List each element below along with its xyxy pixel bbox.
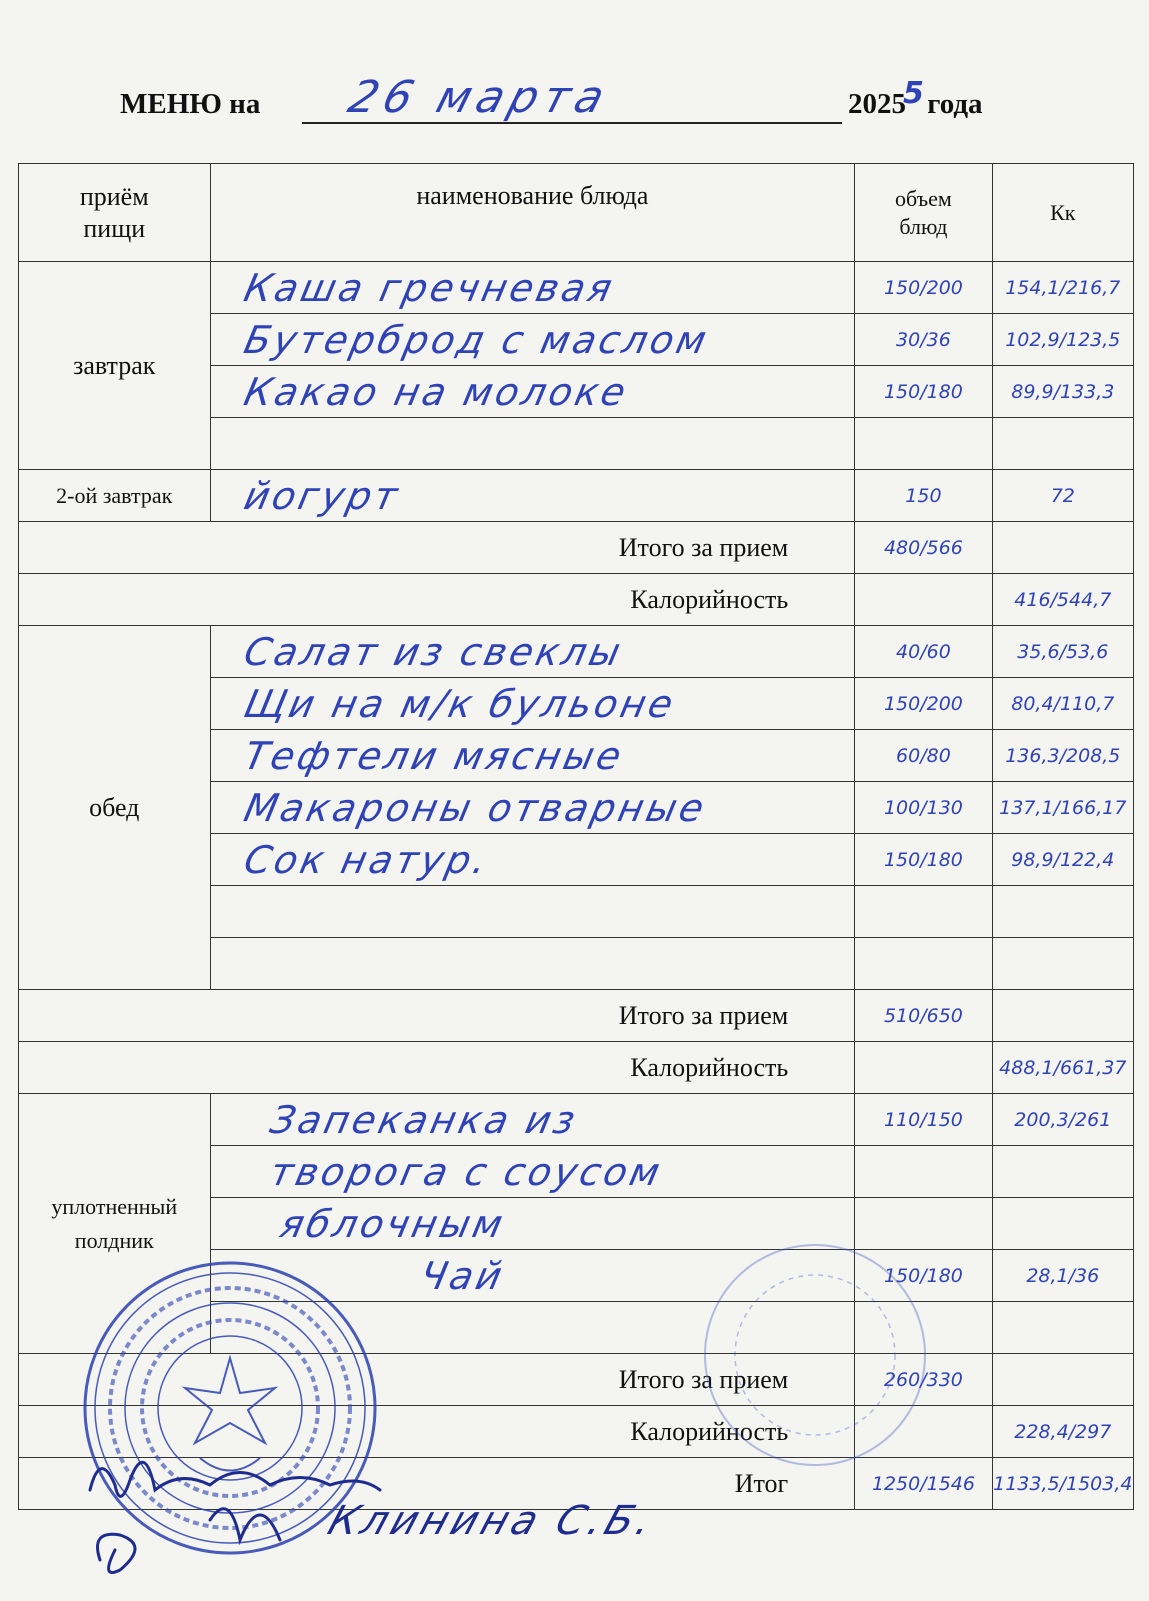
grand-total-label: Итог <box>19 1458 855 1510</box>
kk-cell: 89,9/133,3 <box>992 366 1133 418</box>
volume-cell: 60/80 <box>855 730 992 782</box>
dish-cell: Щи на м/к бульоне <box>210 678 855 730</box>
kk-cell: 137,1/166,17 <box>992 782 1133 834</box>
year-text <box>848 76 983 121</box>
kk-cell: 35,6/53,6 <box>992 626 1133 678</box>
page-title-prefix: МЕНЮ на <box>120 88 261 120</box>
volume-cell: 150/180 <box>855 1250 992 1302</box>
kk-cell: 416/544,7 <box>992 574 1133 626</box>
total-label: Итого за прием <box>19 1354 855 1406</box>
volume-cell: 30/36 <box>855 314 992 366</box>
dish-cell: Запеканка из <box>210 1094 855 1146</box>
volume-cell: 150/200 <box>855 678 992 730</box>
meal-second-breakfast: 2-ой завтрак <box>19 470 211 522</box>
dish-cell: Сок натур. <box>210 834 855 886</box>
dish-cell: Бутерброд с маслом <box>210 314 855 366</box>
volume-cell: 150 <box>855 470 992 522</box>
header-meal: приём пищи <box>19 164 211 262</box>
kk-cell: 28,1/36 <box>992 1250 1133 1302</box>
calorie-row <box>19 1042 1134 1094</box>
volume-cell: 510/650 <box>855 990 992 1042</box>
kk-cell: 154,1/216,7 <box>992 262 1133 314</box>
calorie-label: Калорийность <box>19 1042 855 1094</box>
header-row <box>19 164 1134 262</box>
volume-cell: 100/130 <box>855 782 992 834</box>
dish-cell: Салат из свеклы <box>210 626 855 678</box>
signature-name: Клинина С.Б. <box>322 1498 662 1544</box>
handwritten-date: 26 марта <box>342 72 616 123</box>
dish-cell: творога с соусом <box>210 1146 855 1198</box>
dish-cell: яблочным <box>210 1198 855 1250</box>
volume-cell: 1250/1546 <box>855 1458 992 1510</box>
meal-breakfast: завтрак <box>19 262 211 470</box>
dish-cell: Каша гречневая <box>210 262 855 314</box>
year-handwritten-correction: 5 <box>903 76 927 111</box>
kk-cell: 136,3/208,5 <box>992 730 1133 782</box>
dish-cell <box>210 418 855 470</box>
meal-lunch: обед <box>19 626 211 990</box>
header-dish: наименование блюда <box>210 164 855 262</box>
total-row <box>19 990 1134 1042</box>
calorie-label: Калорийность <box>19 574 855 626</box>
total-label: Итого за прием <box>19 522 855 574</box>
dish-cell: Какао на молоке <box>210 366 855 418</box>
volume-cell: 260/330 <box>855 1354 992 1406</box>
dish-cell: Тефтели мясные <box>210 730 855 782</box>
volume-cell: 40/60 <box>855 626 992 678</box>
header-kk: Кк <box>992 164 1133 262</box>
volume-cell: 110/150 <box>855 1094 992 1146</box>
dish-cell: йогурт <box>210 470 855 522</box>
total-label: Итого за прием <box>19 990 855 1042</box>
header-volume: объем блюд <box>855 164 992 262</box>
total-row <box>19 522 1134 574</box>
kk-cell: 228,4/297 <box>992 1406 1133 1458</box>
dish-cell: Макароны отварные <box>210 782 855 834</box>
volume-cell: 150/180 <box>855 366 992 418</box>
calorie-row <box>19 574 1134 626</box>
dish-cell: Чай <box>210 1250 855 1302</box>
year-suffix: года <box>927 88 983 120</box>
kk-cell: 1133,5/1503,4 <box>992 1458 1133 1510</box>
kk-cell: 72 <box>992 470 1133 522</box>
volume-cell: 150/200 <box>855 262 992 314</box>
table-row <box>19 1094 1134 1146</box>
kk-cell: 80,4/110,7 <box>992 678 1133 730</box>
calorie-label: Калорийность <box>19 1406 855 1458</box>
year-printed: 2025 <box>848 88 906 120</box>
volume-cell: 480/566 <box>855 522 992 574</box>
table-row <box>19 262 1134 314</box>
faint-stamp-imprint <box>700 1240 930 1470</box>
table-row <box>19 470 1134 522</box>
kk-cell: 488,1/661,37 <box>992 1042 1133 1094</box>
table-row <box>19 626 1134 678</box>
meal-snack: уплотненный полдник <box>19 1094 211 1354</box>
volume-cell: 150/180 <box>855 834 992 886</box>
kk-cell: 200,3/261 <box>992 1094 1133 1146</box>
kk-cell: 102,9/123,5 <box>992 314 1133 366</box>
kk-cell: 98,9/122,4 <box>992 834 1133 886</box>
